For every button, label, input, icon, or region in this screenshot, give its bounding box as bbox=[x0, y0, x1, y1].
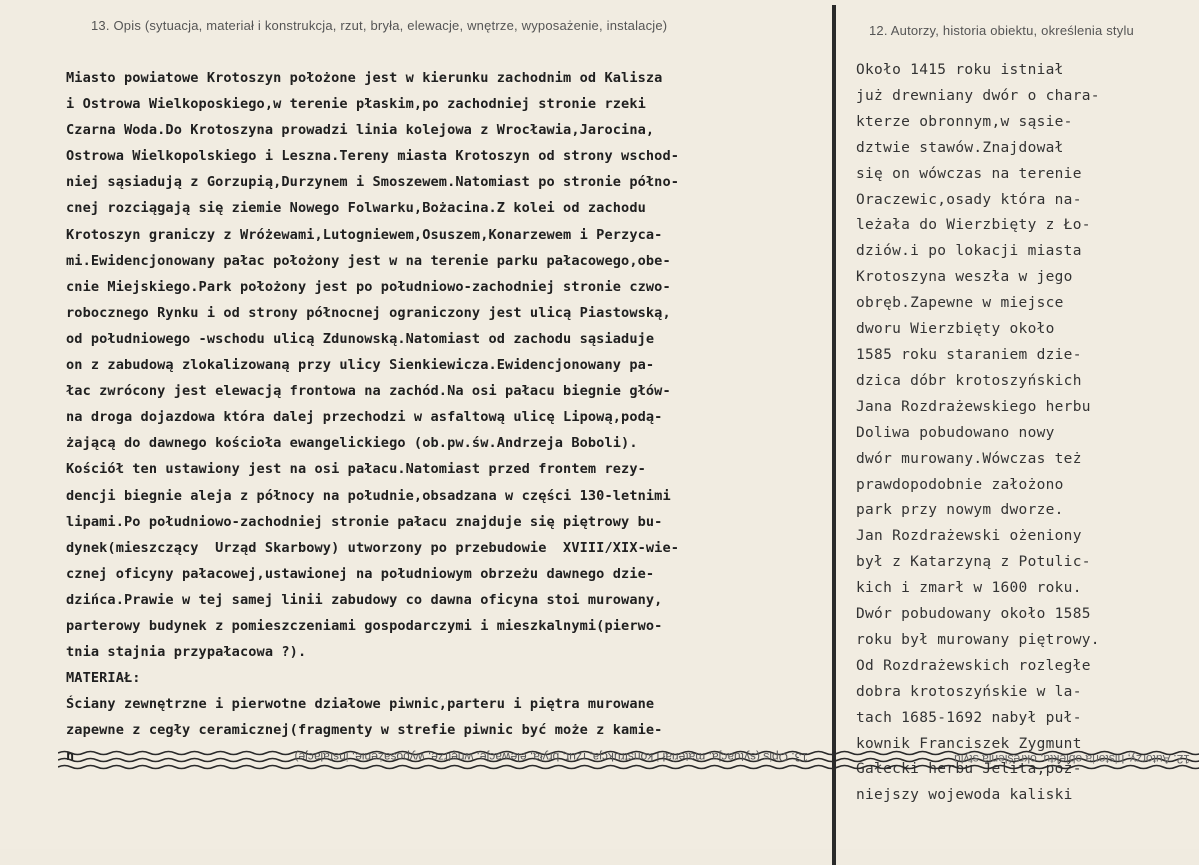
text-line: Oraczewic,osady która na- bbox=[856, 191, 1082, 208]
text-line: Doliwa pobudowano nowy bbox=[856, 424, 1055, 441]
text-line: i Ostrowa Wielkoposkiego,w terenie płaskim,po zachodniej stronie rzeki bbox=[66, 96, 646, 113]
text-line: Czarna Woda.Do Krotoszyna prowadzi linia kolejowa z Wrocławia,Jarocina, bbox=[66, 122, 655, 139]
text-line: obręb.Zapewne w miejsce bbox=[856, 295, 1064, 312]
text-line: tnia stajnia przypałacowa ?). bbox=[66, 644, 307, 661]
text-line: Ostrowa Wielkopolskiego i Leszna.Tereny miasta Krotoszyn od strony wschod- bbox=[66, 148, 680, 165]
text-line: Miasto powiatowe Krotoszyn położone jest w kierunku zachodnim od Kalisza bbox=[66, 70, 663, 86]
mirrored-section-12-header: 12. Autorzy, historia obiektu, określenia stylu bbox=[954, 752, 1190, 766]
mirrored-section-13-header: 13. Opis (sytuacja, materiał i konstrukcja, rzut, bryła, elewacje, wnętrze, wyposażenie, instalacje) bbox=[294, 750, 808, 764]
text-line: żającą do dawnego kościoła ewangelickiego (ob.pw.św.Andrzeja Boboli). bbox=[66, 435, 638, 452]
text-line: Krotoszyn graniczy z Wróżewami,Lutogniewem,Osuszem,Konarzewem i Perzyca- bbox=[66, 226, 663, 243]
text-line: Jana Rozdrażewskiego herbu bbox=[856, 398, 1091, 415]
text-line: łac zwrócony jest elewacją frontowa na zachód.Na osi pałacu biegnie głów- bbox=[66, 383, 671, 400]
text-line: Krotoszyna weszła w jego bbox=[856, 269, 1073, 286]
text-line: dworu Wierzbięty około bbox=[856, 321, 1055, 338]
text-line: on z zabudową zlokalizowaną przy ulicy Sienkiewicza.Ewidencjonowany pa- bbox=[66, 357, 655, 374]
text-line: cnej rozciągają się ziemie Nowego Folwarku,Bożacina.Z kolei od zachodu bbox=[66, 200, 646, 217]
text-line: cznej oficyny pałacowej,ustawionej na południowym obrzeżu dawnego dzie- bbox=[66, 565, 655, 582]
text-line: zapewne z cegły ceramicznej(fragmenty w strefie piwnic być może z kamie- bbox=[66, 722, 663, 739]
text-line: od południowego -wschodu ulicą Zdunowską.Natomiast od zachodu sąsiaduje bbox=[66, 330, 655, 347]
text-line: Od Rozdrażewskich rozległe bbox=[856, 657, 1091, 674]
text-line: dztwie stawów.Znajdował bbox=[856, 139, 1064, 156]
text-line: Jan Rozdrażewski ożeniony bbox=[856, 528, 1082, 545]
text-line: niejszy wojewoda kaliski bbox=[856, 787, 1073, 804]
text-line: dencji biegnie aleja z północy na południe,obsadzana w części 130-letnimi bbox=[66, 487, 671, 504]
text-line: Dwór pobudowany około 1585 bbox=[856, 606, 1091, 623]
text-line: cnie Miejskiego.Park położony jest po południowo-zachodniej stronie czwo- bbox=[66, 278, 671, 295]
text-line: dobra krotoszyńskie w la- bbox=[856, 683, 1082, 700]
column-divider bbox=[832, 5, 836, 865]
text-line: na droga dojazdowa która dalej przechodzi w asfaltową ulicę Lipową,podą- bbox=[66, 409, 663, 426]
text-line: roku był murowany piętrowy. bbox=[856, 631, 1100, 648]
text-line: już drewniany dwór o chara- bbox=[856, 87, 1100, 104]
text-line: Kościół ten ustawiony jest na osi pałacu.Natomiast przed frontem rezy- bbox=[66, 461, 646, 478]
text-line: był z Katarzyną z Potulic- bbox=[856, 554, 1091, 571]
section-13-header: 13. Opis (sytuacja, materiał i konstrukcja, rzut, bryła, elewacje, wnętrze, wyposażenie, instalacje) bbox=[91, 18, 668, 33]
text-line: parterowy budynek z pomieszczeniami gospodarczymi i mieszkalnymi(pierwo- bbox=[66, 617, 663, 634]
text-line: robocznego Rynku i od strony północnej ograniczony jest ulicą Piastowską, bbox=[66, 304, 671, 321]
text-line: tach 1685-1692 nabył puł- bbox=[856, 709, 1082, 726]
text-line: kownik Franciszek Zygmunt bbox=[856, 735, 1082, 752]
text-line: mi.Ewidencjonowany pałac położony jest w na terenie parku pałacowego,obe- bbox=[66, 252, 671, 269]
text-line: dzica dóbr krotoszyńskich bbox=[856, 372, 1082, 389]
text-line: n bbox=[66, 748, 75, 765]
text-line: leżała do Wierzbięty z Ło- bbox=[856, 217, 1091, 234]
description-text bbox=[66, 65, 826, 770]
text-line: lipami.Po południowo-zachodniej stronie pałacu znajduje się piętrowy bu- bbox=[66, 513, 663, 530]
text-line: 1585 roku staraniem dzie- bbox=[856, 346, 1082, 363]
text-line: Około 1415 roku istniał bbox=[856, 62, 1064, 78]
text-line: dziów.i po lokacji miasta bbox=[856, 243, 1082, 260]
section-12-header: 12. Autorzy, historia obiektu, określenia stylu bbox=[869, 23, 1134, 38]
text-line: dzińca.Prawie w tej samej linii zabudowy co dawna oficyna stoi murowany, bbox=[66, 591, 663, 608]
text-line: MATERIAŁ: bbox=[66, 670, 141, 687]
text-line: prawdopodobnie założono bbox=[856, 476, 1064, 493]
text-line: się on wówczas na terenie bbox=[856, 165, 1082, 182]
text-line: Gałecki herbu Jelita,póź- bbox=[856, 761, 1082, 778]
text-line: dynek(mieszczący Urząd Skarbowy) utworzony po przebudowie XVIII/XIX-wie- bbox=[66, 539, 680, 556]
text-line: niej sąsiadują z Gorzupią,Durzynem i Smoszewem.Natomiast po stronie półno- bbox=[66, 174, 680, 191]
text-line: dwór murowany.Wówczas też bbox=[856, 450, 1082, 467]
history-text bbox=[856, 58, 1156, 809]
text-line: park przy nowym dworze. bbox=[856, 502, 1064, 519]
text-line: Ściany zewnętrzne i pierwotne działowe piwnic,parteru i piętra murowane bbox=[66, 696, 655, 713]
text-line: kich i zmarł w 1600 roku. bbox=[856, 580, 1082, 597]
text-line: kterze obronnym,w sąsie- bbox=[856, 113, 1073, 130]
